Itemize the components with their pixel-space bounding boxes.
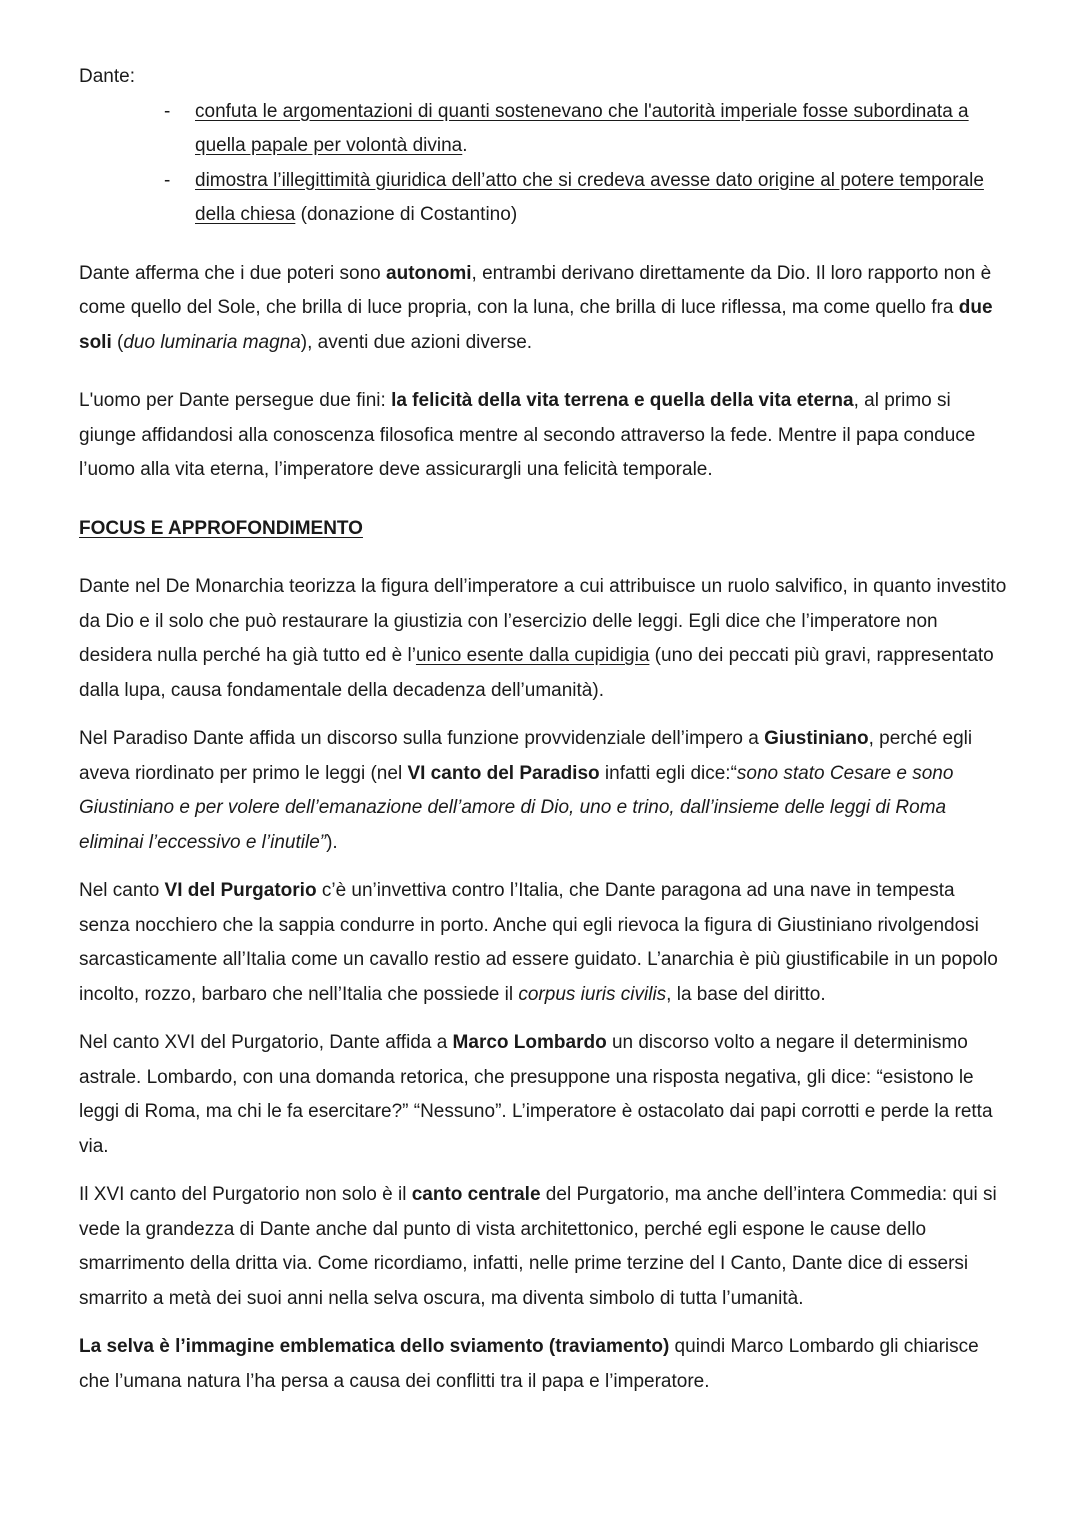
list-item — [79, 95, 1009, 164]
bold-text: VI canto del Paradiso — [407, 762, 600, 784]
paragraph-due-fini — [79, 384, 1009, 488]
text-run: ( — [111, 331, 124, 353]
text-run: Nel canto — [79, 880, 165, 901]
section-heading: FOCUS E APPROFONDIMENTO — [79, 517, 363, 539]
text-run: Il XVI canto del Purgatorio non solo è il — [79, 1184, 412, 1205]
text-run: del Purgatorio, ma anche dell’intera Commedia: qui si vede la grandezza di Dante anche dal punto di vista architettonico, perché egli espone le cause dello smarrimento della dritta via. Come ricordiamo, infatti, nelle prime terzine del I Canto, Dante dice di essersi smarrito a metà dei suoi anni nella selva oscura, ma diventa simbolo di tutta l’umanità. — [79, 1184, 997, 1309]
text-run: Nel Paradiso Dante affida un discorso sulla funzione provvidenziale dell’impero a — [79, 728, 765, 749]
bold-text: Marco Lombardo — [452, 1032, 607, 1053]
text-run: quindi Marco Lombardo gli chiarisce che l’umana natura l’ha persa a causa dei conflitti tra il papa e l’imperatore. — [79, 1336, 979, 1392]
text-run: , al primo si giunge affidandosi alla conoscenza filosofica mentre al secondo attraverso la fede. Mentre il papa conduce l’uomo alla vita eterna, l’imperatore deve assicurargli una felicità temporale. — [79, 390, 976, 480]
text-run: (donazione di Costantino) — [295, 204, 518, 225]
paragraph-purgatorio-xvi — [79, 1026, 1009, 1164]
bold-text: La selva è l’immagine emblematica dello sviamento (traviamento) — [79, 1336, 670, 1357]
document-page — [79, 60, 1009, 1399]
underlined-text: dimostra l’illegittimità giuridica dell’atto che si credeva avesse dato origine al potere temporale della chiesa — [195, 169, 984, 225]
bullet-dash: - — [164, 100, 171, 122]
text-run: c’è un’invettiva contro l’Italia, che Dante paragona ad una nave in tempesta senza nocchiero che la sappia condurre in porto. Anche qui egli rievoca la figura di Giustiniano rivolgendosi sarcasticamente all’Italia come un cavallo restio ad essere guidato. L’anarchia è più giustificabile in un popolo incolto, rozzo, barbaro che nell’Italia che possiede il — [79, 880, 998, 1005]
italic-text: corpus iuris civilis — [518, 983, 667, 1005]
text-run: (uno dei peccati più gravi, rappresentato dalla lupa, causa fondamentale della decadenza dell’umanità). — [79, 645, 994, 701]
paragraph-purgatorio-vi — [79, 874, 1009, 1012]
text-run: ). — [326, 831, 338, 853]
bold-text: canto centrale — [411, 1184, 541, 1205]
underlined-text: confuta le argomentazioni di quanti sostenevano che l'autorità imperiale fosse subordinata a quella papale per volontà divina — [195, 100, 969, 156]
text-run: Dante afferma che i due poteri sono — [79, 262, 387, 284]
text-run: , la base del diritto. — [666, 983, 826, 1005]
paragraph-canto-centrale — [79, 1178, 1009, 1316]
bullet-dash: - — [164, 169, 171, 191]
bold-text: autonomi — [386, 262, 472, 284]
list-item — [79, 164, 1009, 233]
paragraph-due-poteri — [79, 257, 1009, 361]
bold-text: due soli — [79, 297, 993, 353]
text-run: un discorso volto a negare il determinismo astrale. Lombardo, con una domanda retorica, che presuppone una risposta negativa, gli dice: “esistono le leggi di Roma, ma chi le fa esercitare?” “Nessuno”. L’imperatore è ostacolato dai papi corrotti e perde la retta via. — [79, 1032, 993, 1157]
bullet-list — [79, 95, 1009, 233]
italic-text: duo luminaria magna — [123, 331, 301, 353]
paragraph-paradiso — [79, 722, 1009, 860]
text-run: Dante nel De Monarchia teorizza la figura dell’imperatore a cui attribuisce un ruolo salvifico, in quanto investito da Dio e il solo che può restaurare la giustizia con l’esercizio delle leggi. Egli dice che l’imperatore non desidera nulla perché ha già tutto ed è l’ — [79, 576, 1007, 666]
text-run: , perché egli aveva riordinato per primo le leggi (nel — [79, 728, 973, 784]
text-run: L'uomo per Dante persegue due fini: — [79, 390, 392, 411]
text-run: Nel canto XVI del Purgatorio, Dante affida a — [79, 1032, 453, 1053]
paragraph-selva — [79, 1330, 1009, 1399]
bold-text: VI del Purgatorio — [164, 880, 317, 901]
paragraph-de-monarchia — [79, 570, 1009, 708]
underlined-text: unico esente dalla cupidigia — [415, 645, 650, 666]
italic-text: sono stato Cesare e sono Giustiniano e per volere dell’emanazione dell’amore di Dio, uno e trino, dall’insieme delle leggi di Roma eliminai l’eccessivo e l’inutile” — [79, 762, 954, 853]
text-run: infatti egli dice:“ — [599, 762, 737, 784]
text-run: . — [462, 135, 468, 156]
bold-text: la felicità della vita terrena e quella della vita eterna — [391, 390, 854, 411]
text-run: ), aventi due azioni diverse. — [300, 331, 533, 353]
intro-label: Dante: — [79, 66, 135, 87]
bold-text: Giustiniano — [764, 728, 869, 749]
text-run: , entrambi derivano direttamente da Dio. Il loro rapporto non è come quello del Sole, che brilla di luce propria, con la luna, che brilla di luce riflessa, ma come quello fra — [79, 262, 992, 318]
